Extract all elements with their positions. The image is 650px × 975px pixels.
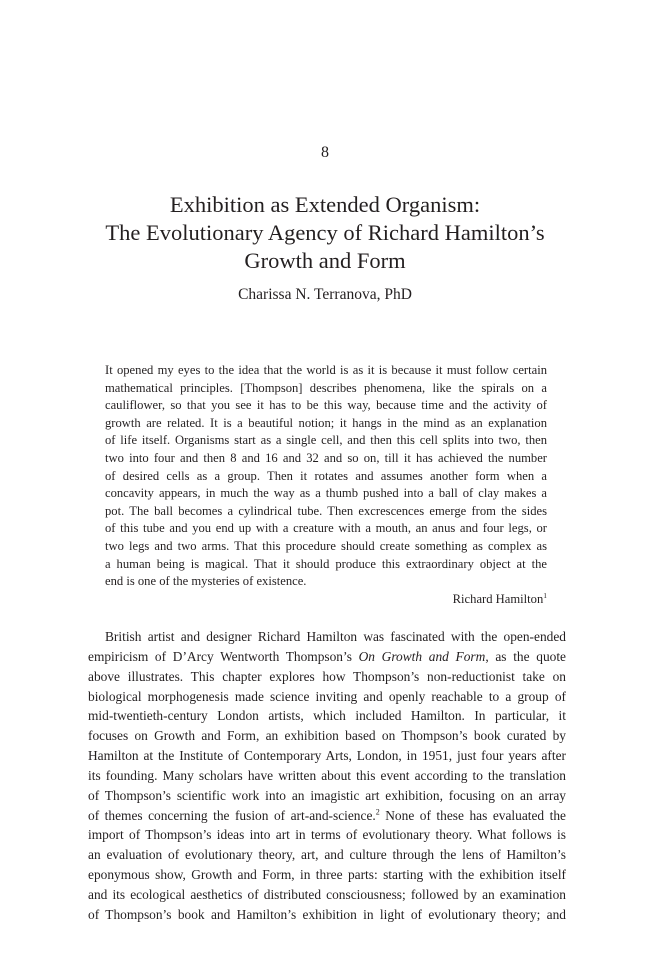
body-line: an evaluation of evolutionary theory, art, and culture through the lens of Hamilton’s <box>88 847 566 863</box>
title-line: The Evolutionary Agency of Richard Hamilton’s <box>105 220 545 245</box>
epigraph-line: mathematical principles. [Thompson] describes phenomena, like the spirals on a <box>105 380 547 395</box>
epigraph-line: of desired cells as a group. Then it rotates and assumes another form when a <box>105 468 547 483</box>
author-byline: Charissa N. Terranova, PhD <box>238 286 412 303</box>
epigraph-line: end is one of the mysteries of existence. <box>105 574 307 589</box>
title-line: Exhibition as Extended Organism: <box>169 192 481 217</box>
epigraph-line: cauliflower, so that you see it has to be this way, because time and the activity of <box>105 398 547 413</box>
epigraph-line: pot. The ball becomes a cylindrical tube. Then excrescences emerge from the sides <box>105 503 547 518</box>
body-line: empiricism of D’Arcy Wentworth Thompson’s On Growth and Form, as the quote <box>88 648 566 664</box>
body-line: import of Thompson’s ideas into art in terms of evolutionary theory. What follows is <box>88 827 566 843</box>
body-line: and its ecological aesthetics of distributed consciousness; followed by an examination <box>88 886 566 902</box>
body-line: of themes concerning the fusion of art-and-science.$^2$ None of these has evaluated the <box>88 807 566 823</box>
chapter-number: 8 <box>321 144 329 161</box>
book-title: On Growth and Form <box>358 648 486 664</box>
title-line: Growth and Form <box>244 248 406 273</box>
body-line: of Thompson’s scientific work into an imagistic art exhibition, focusing on an array <box>88 787 566 803</box>
body-line: above illustrates. This chapter explores how Thompson’s non-reductionist take on <box>88 668 566 684</box>
epigraph-line: concavity appears, in much the way as a thumb pushed into a ball of clay makes a <box>105 486 547 501</box>
body-line: mid-twentieth-century London artists, which included Hamilton. In particular, it <box>88 708 566 724</box>
footnote-marker[interactable]: 1 <box>543 590 547 600</box>
epigraph-line: two into four and then 8 and 16 and 32 and so on, till it has achieved the number <box>105 450 547 465</box>
epigraph-quote <box>105 362 547 591</box>
body-line: of Thompson’s book and Hamilton’s exhibition in light of evolutionary theory; and <box>88 906 566 922</box>
body-line: eponymous show, Growth and Form, in three parts: starting with the exhibition itself <box>88 867 566 883</box>
body-line: Hamilton at the Institute of Contemporary Arts, London, in 1951, just four years after <box>88 748 566 764</box>
footnote-marker[interactable]: 2 <box>375 807 380 817</box>
chapter-title <box>60 191 590 275</box>
epigraph-line: growth are related. It is a beautiful notion; it hangs in the mind as an explanation <box>105 415 547 430</box>
epigraph-line: a human being is magical. That it should produce this extraordinary object at the <box>105 556 547 571</box>
body-line: its founding. Many scholars have written about this event according to the translation <box>88 767 566 783</box>
epigraph-attribution <box>453 592 547 607</box>
body-line: British artist and designer Richard Hamilton was fascinated with the open-ended <box>105 629 566 644</box>
body-paragraph <box>88 627 566 925</box>
body-line: focuses on Growth and Form, an exhibition based on Thompson’s book curated by <box>88 728 566 744</box>
epigraph-line: of life itself. Organisms start as a single cell, and then this cell splits into two, then <box>105 433 547 448</box>
epigraph-line: of this tube and you end up with a creature with a mouth, an anus and four legs, or <box>105 521 547 536</box>
body-line: biological morphogenesis made science inviting and openly reachable to a group of <box>88 688 566 704</box>
epigraph-line: It opened my eyes to the idea that the world is as it is because it must follow certain <box>105 363 547 377</box>
attribution-name: Richard Hamilton <box>452 592 544 606</box>
epigraph-line: two legs and two arms. That this procedure should create something as complex as <box>105 538 547 553</box>
